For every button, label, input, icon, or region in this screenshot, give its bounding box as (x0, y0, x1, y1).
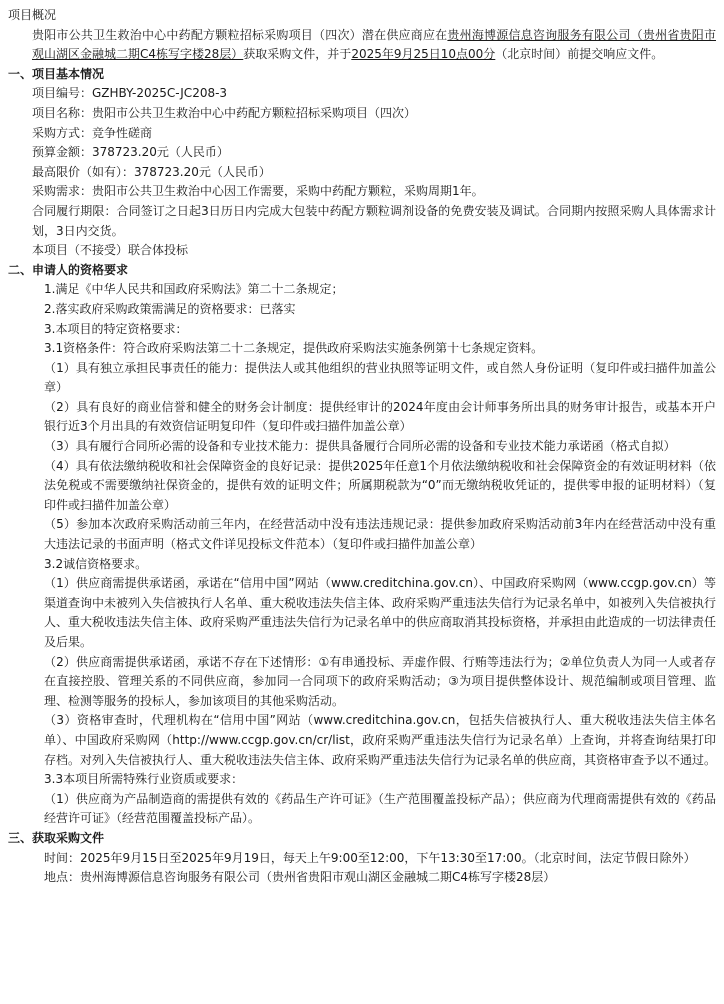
integrity-2: （2）供应商需提供承诺函，承诺不存在下述情形：①有串通投标、弄虚作假、行贿等违法行为；②单位负责人为同一人或者存在直接控股、管理关系的不同供应商，参加同一合同项下的政府采购活动；③为项目提供整体设计、规范编制或项目管理、监理、检测等服务的投标人，参加该项目的其他采购活动。 (44, 654, 716, 708)
requirement-3: 3.本项目的特定资格要求： (44, 321, 188, 336)
agency-address-link: 贵州海博源信息咨询服务有限公司（贵州省贵阳市观山湖区金融城二期C4栋写字楼28层） (32, 27, 716, 62)
overview-text-c: （北京时间）前提交响应文件。 (495, 47, 664, 62)
overview-paragraph (8, 26, 716, 65)
qualification-2: （2）具有良好的商业信誉和健全的财务会计制度：提供经审计的2024年度由会计师事务所出具的财务审计报告，或基本开户银行近3个月出具的有效资信证明复印件（复印件或扫描件加盖公章） (44, 399, 716, 434)
acquisition-location: 地点：贵州海博源信息咨询服务有限公司（贵州省贵阳市观山湖区金融城二期C4栋写字楼28层） (44, 870, 556, 885)
overview-title: 项目概况 (8, 8, 57, 22)
budget-amount: 预算金额：378723.20元（人民币） (32, 145, 229, 160)
section1-heading: 一、项目基本情况 (8, 66, 105, 81)
integrity-1: （1）供应商需提供承诺函，承诺在“信用中国”网站（www.creditchina.gov.cn）、中国政府采购网（www.ccgp.gov.cn）等渠道查询中未被列入失信被执行人名单、重大税收违法失信主体、政府采购严重违法失信行为记录名单中，如被列入失信被执行人、重大税收违法失信主体、政府采购严重违法失信行为记录名单中的供应商取消其投标资格，并承担由此造成的一切法律责任及后果。 (44, 576, 717, 649)
max-price: 最高限价（如有）：378723.20元（人民币） (32, 164, 271, 179)
joint-bid-note: 本项目（不接受）联合体投标 (32, 243, 189, 258)
requirement-3-3: 3.3本项目所需特殊行业资质或要求： (44, 772, 244, 787)
overview-text-b: 获取采购文件，并于 (243, 47, 352, 62)
project-name: 项目名称：贵阳市公共卫生救治中心中药配方颗粒招标采购项目（四次） (32, 105, 417, 120)
requirement-2: 2.落实政府采购政策需满足的资格要求：已落实 (44, 301, 296, 316)
integrity-3: （3）资格审查时，代理机构在“信用中国”网站（www.creditchina.gov.cn，包括失信被执行人、重大税收违法失信主体名单）、中国政府采购网（http://www.ccgp.gov.cn/cr/list，政府采购严重违法失信行为记录名单）上查询，并将查询结果打印存档。对列入失信被执行人、重大税收违法失信主体、政府采购严重违法失信行为记录名单的供应商，其资格审查予以不通过。 (44, 713, 717, 767)
requirement-1: 1.满足《中华人民共和国政府采购法》第二十二条规定； (44, 282, 344, 297)
qualification-1: （1）具有独立承担民事责任的能力：提供法人或其他组织的营业执照等证明文件，或自然人身份证明（复印件或扫描件加盖公章） (44, 360, 716, 395)
special-license: （1）供应商为产品制造商的需提供有效的《药品生产许可证》（生产范围覆盖投标产品）；供应商为代理商需提供有效的《药品经营许可证》（经营范围覆盖投标产品）。 (44, 791, 716, 826)
qualification-3: （3）具有履行合同所必需的设备和专业技术能力：提供具备履行合同所必需的设备和专业技术能力承诺函（格式自拟） (44, 439, 676, 454)
procurement-needs: 采购需求：贵阳市公共卫生救治中心因工作需要，采购中药配方颗粒，采购周期1年。 (32, 184, 484, 199)
qualification-5: （5）参加本次政府采购活动前三年内，在经营活动中没有违法违规记录：提供参加政府采购活动前3年内在经营活动中没有重大违法记录的书面声明（格式文件详见投标文件范本）（复印件或扫描件加盖公章） (44, 517, 716, 552)
requirement-3-1: 3.1资格条件：符合政府采购法第二十二条规定，提供政府采购法实施条例第十七条规定资料。 (44, 341, 544, 356)
overview-text-a: 贵阳市公共卫生救治中心中药配方颗粒招标采购项目（四次）潜在供应商应在 (32, 27, 448, 42)
project-number: 项目编号：GZHBY-2025C-JC208-3 (32, 86, 228, 101)
acquisition-time: 时间：2025年9月15日至2025年9月19日，每天上午9:00至12:00，下午13:30至17:00。（北京时间，法定节假日除外） (44, 850, 696, 865)
section3-heading: 三、获取采购文件 (8, 830, 105, 845)
section2-heading: 二、申请人的资格要求 (8, 262, 129, 277)
contract-period: 合同履行期限：合同签订之日起3日历日内完成大包装中药配方颗粒调剂设备的免费安装及调试。合同期内按照采购人具体需求计划，3日内交货。 (32, 203, 716, 238)
procurement-method: 采购方式：竞争性磋商 (32, 125, 153, 140)
requirement-3-2: 3.2诚信资格要求。 (44, 556, 148, 571)
deadline-text: 2025年9月25日10点00分 (351, 47, 496, 62)
qualification-4: （4）具有依法缴纳税收和社会保障资金的良好记录：提供2025年任意1个月依法缴纳税收和社会保障资金的有效证明材料（依法免税或不需要缴纳社保资金的，提供有效的证明文件；所属期税款为“0”而无缴纳税收凭证的，提供零申报的证明材料）（复印件或扫描件加盖公章） (44, 458, 716, 512)
